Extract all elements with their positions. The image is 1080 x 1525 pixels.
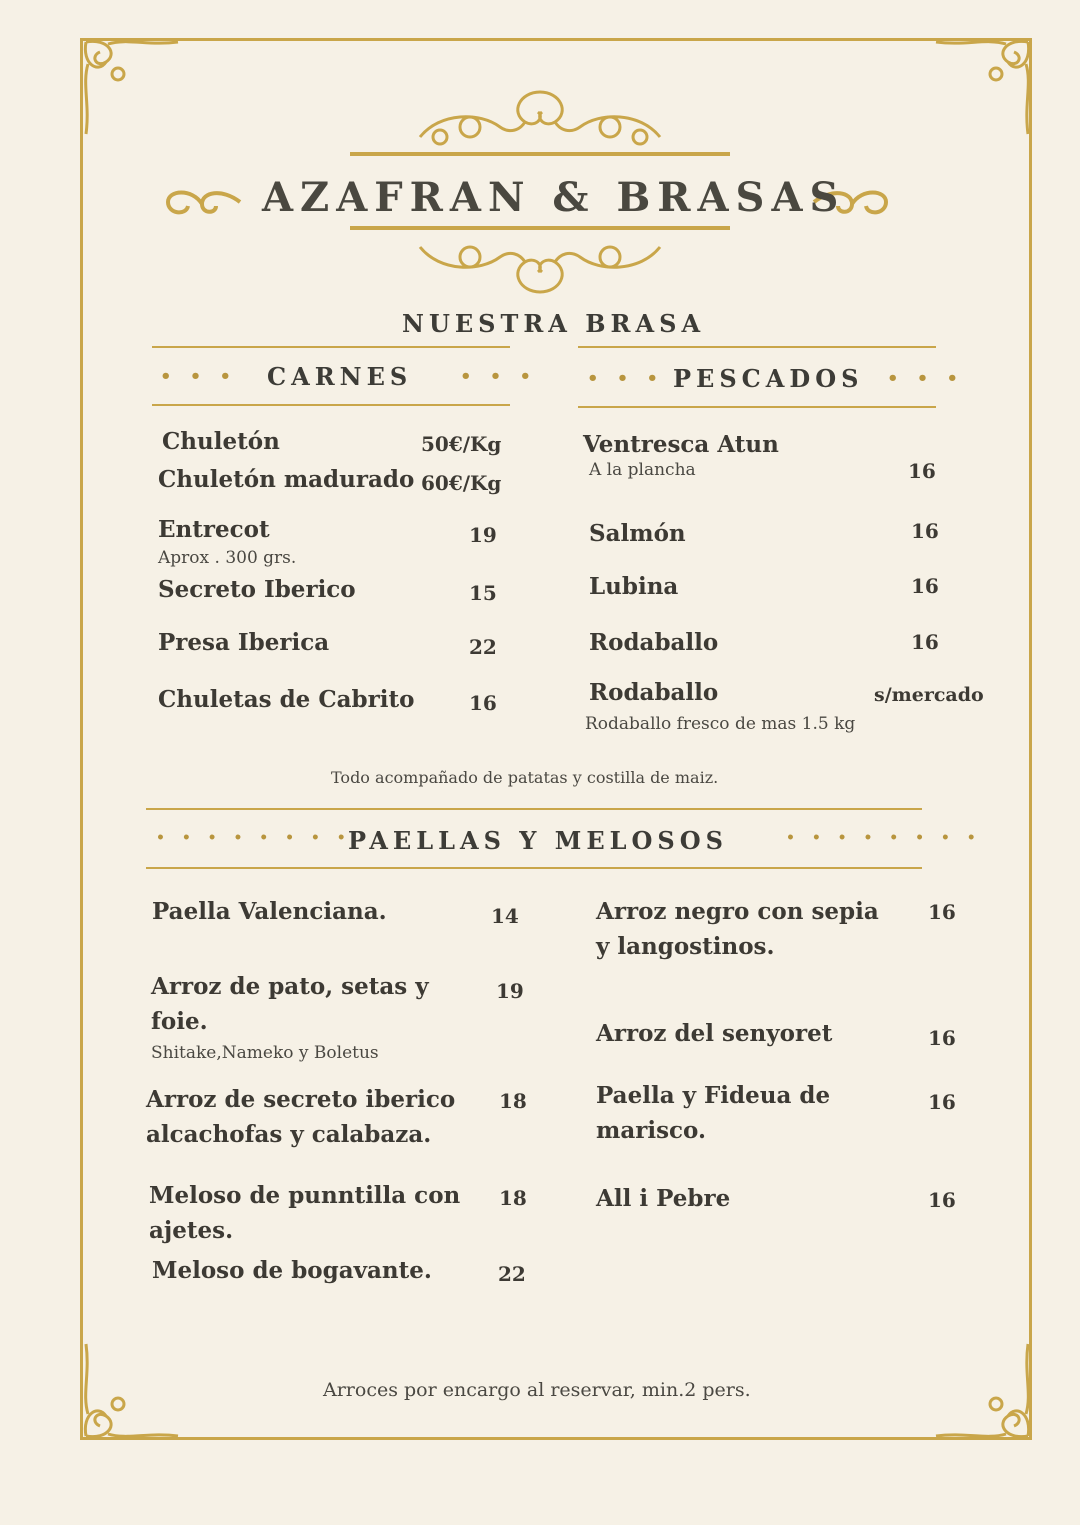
title-swirl-left	[162, 184, 242, 220]
carnes-heading: CARNES	[267, 362, 413, 391]
menu-item-name: Entrecot	[158, 516, 270, 543]
paellas-heading: PAELLAS Y MELOSOS	[348, 826, 728, 855]
footer-note: Arroces por encargo al reservar, min.2 pers.	[323, 1379, 751, 1401]
menu-item-name: Chuletón	[162, 428, 280, 455]
menu-item-name: Meloso de punntilla con ajetes.	[149, 1182, 461, 1244]
menu-item-name: Paella Valenciana.	[152, 898, 387, 925]
menu-item-price: 22	[469, 635, 497, 659]
menu-item-price: 16	[911, 519, 939, 543]
menu-item-desc: Aprox . 300 grs.	[158, 548, 297, 568]
menu-item-price: 16	[911, 630, 939, 654]
carnes-rule-top	[152, 346, 510, 348]
menu-item-name: Rodaballo	[589, 629, 719, 656]
brasa-note: Todo acompañado de patatas y costilla de maiz.	[331, 768, 719, 787]
menu-item-price: 50€/Kg	[421, 432, 502, 456]
menu-item-name: Arroz del senyoret	[596, 1020, 833, 1047]
menu-item-name: Arroz de secreto iberico alcachofas y calabaza.	[146, 1086, 456, 1148]
menu-item-desc: Rodaballo fresco de mas 1.5 kg	[585, 714, 856, 734]
menu-item-price: 19	[469, 523, 497, 547]
carnes-dots-right: • • •	[460, 366, 538, 387]
menu-item-price: 16	[911, 574, 939, 598]
menu-item-price: 14	[491, 904, 519, 928]
pescados-rule-top	[578, 346, 936, 348]
paellas-dots-left: • • • • • • • •	[156, 830, 352, 846]
title-ornament-bottom	[350, 222, 730, 302]
menu-item-name: All i Pebre	[596, 1185, 731, 1212]
menu-item-name: Arroz de pato, setas y foie.	[151, 973, 429, 1035]
menu-item-name: Rodaballo	[589, 679, 719, 706]
menu-item-name: Chuletas de Cabrito	[158, 686, 415, 713]
paellas-dots-right: • • • • • • • •	[786, 830, 982, 846]
menu-item-price: 15	[469, 581, 497, 605]
pescados-rule-bottom	[578, 406, 936, 408]
section-subtitle: NUESTRA BRASA	[402, 309, 706, 338]
menu-item-price: 18	[499, 1186, 527, 1210]
menu-item-name: Chuletón madurado	[158, 466, 415, 493]
menu-item-price: 19	[496, 979, 524, 1003]
corner-ornament-bottom-left	[78, 1334, 188, 1444]
corner-ornament-bottom-right	[926, 1334, 1036, 1444]
title-ornament-top	[350, 82, 730, 162]
carnes-rule-bottom	[152, 404, 510, 406]
menu-item-price: 60€/Kg	[421, 471, 502, 495]
menu-item-name: Ventresca Atun	[583, 431, 779, 458]
paellas-rule-bottom	[146, 867, 922, 869]
menu-item-name: Salmón	[589, 520, 686, 547]
menu-item-desc: A la plancha	[589, 460, 696, 480]
pescados-heading: PESCADOS	[673, 364, 864, 393]
menu-item-price: s/mercado	[874, 684, 984, 706]
corner-ornament-top-left	[78, 34, 188, 144]
menu-item-name: Arroz negro con sepia y langostinos.	[596, 898, 879, 960]
menu-item-price: 22	[498, 1262, 526, 1286]
restaurant-title: AZAFRAN & BRASAS	[262, 174, 846, 221]
carnes-dots-left: • • •	[160, 366, 238, 387]
menu-item-price: 16	[928, 1090, 956, 1114]
menu-item-desc: Shitake,Nameko y Boletus	[151, 1043, 379, 1063]
pescados-dots-left: • • •	[587, 368, 665, 389]
menu-item-name: Meloso de bogavante.	[152, 1257, 432, 1284]
menu-item-price: 16	[928, 1188, 956, 1212]
menu-item-price: 18	[499, 1089, 527, 1113]
menu-item-name: Paella y Fideua de marisco.	[596, 1082, 831, 1144]
menu-item-name: Presa Iberica	[158, 629, 330, 656]
menu-item-name: Secreto Iberico	[158, 576, 356, 603]
menu-item-price: 16	[928, 900, 956, 924]
menu-item-name: Lubina	[589, 573, 679, 600]
menu-item-price: 16	[469, 691, 497, 715]
paellas-rule-top	[146, 808, 922, 810]
corner-ornament-top-right	[926, 34, 1036, 144]
menu-item-price: 16	[908, 459, 936, 483]
pescados-dots-right: • • •	[887, 368, 965, 389]
menu-item-price: 16	[928, 1026, 956, 1050]
